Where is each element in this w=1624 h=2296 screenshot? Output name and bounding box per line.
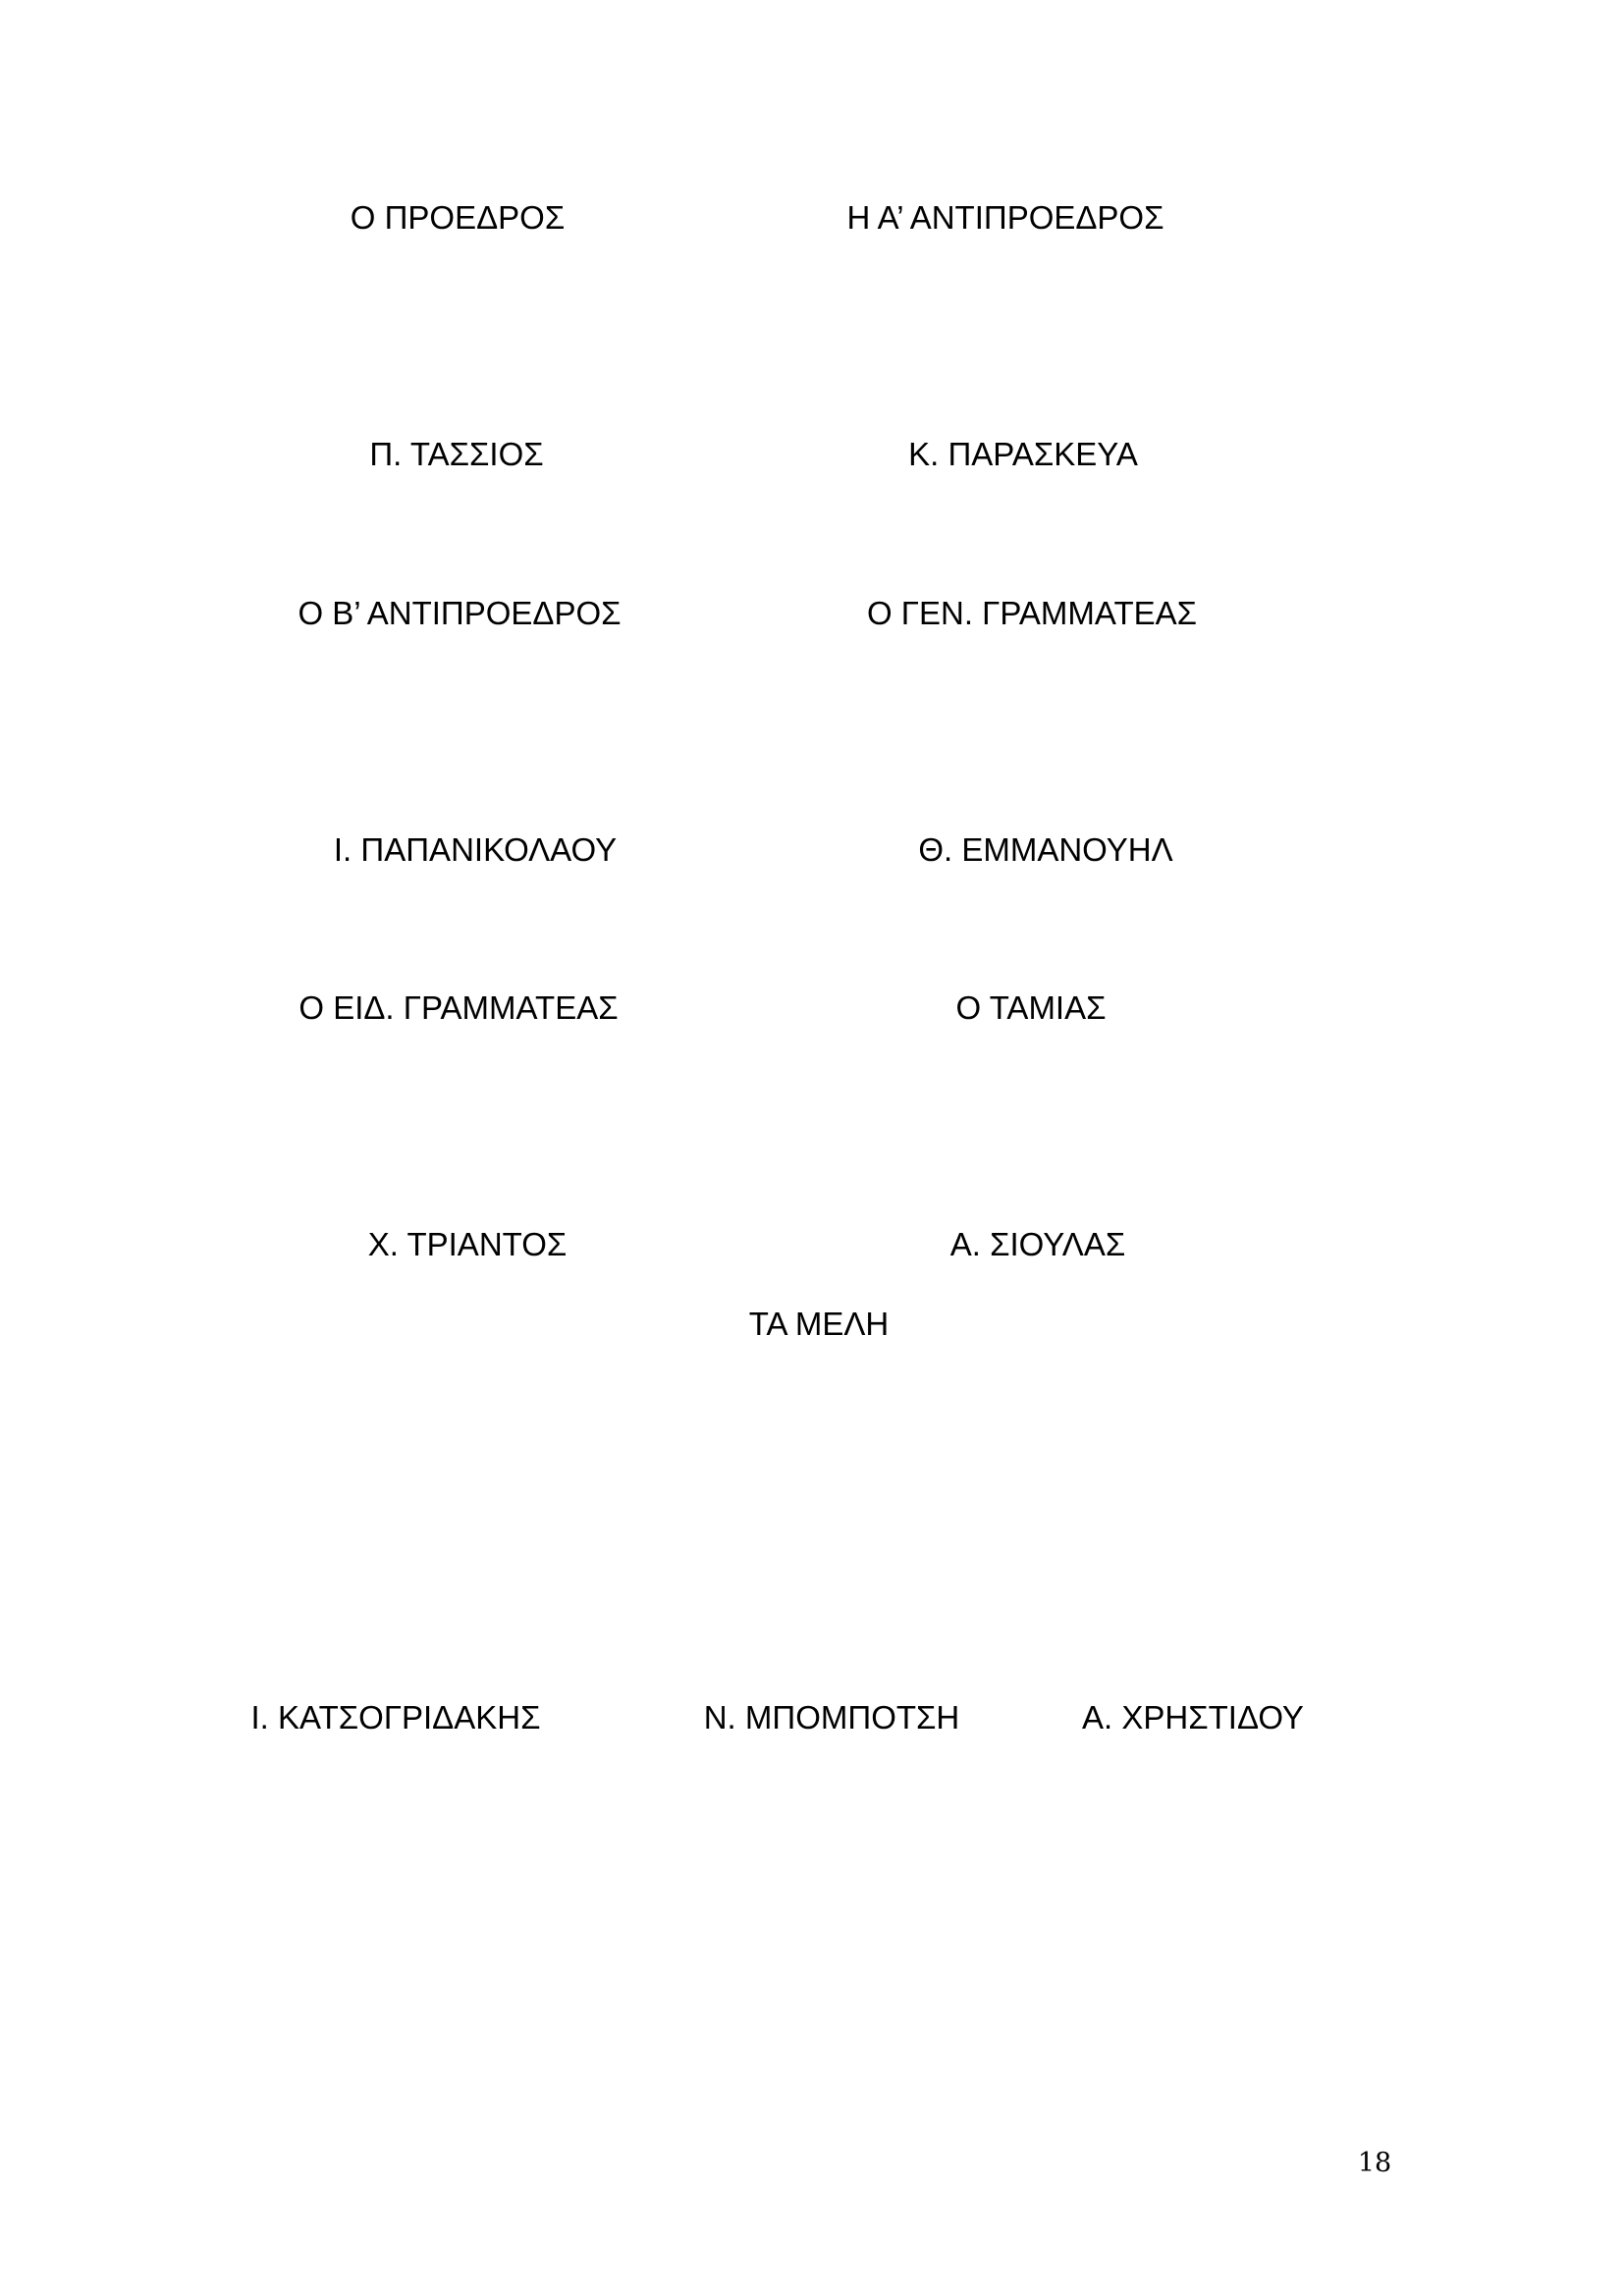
title-special-secretary: Ο ΕΙΔ. ΓΡΑΜΜΑΤΕΑΣ	[298, 989, 619, 1026]
name-a-vice-president: Κ. ΠΑΡΑΣΚΕΥΑ	[908, 436, 1138, 472]
title-general-secretary: Ο ΓΕΝ. ΓΡΑΜΜΑΤΕΑΣ	[866, 595, 1198, 631]
name-special-secretary: Χ. ΤΡΙΑΝΤΟΣ	[367, 1226, 568, 1262]
name-treasurer: Α. ΣΙΟΥΛΑΣ	[949, 1226, 1126, 1262]
page-number: 18	[1357, 2148, 1392, 2178]
title-treasurer: Ο ΤΑΜΙΑΣ	[955, 989, 1107, 1026]
title-a-vice-president: Η Α’ ΑΝΤΙΠΡΟΕΔΡΟΣ	[846, 199, 1164, 236]
name-president: Π. ΤΑΣΣΙΟΣ	[369, 436, 544, 472]
member-name: Ι. ΚΑΤΣΟΓΡΙΔΑΚΗΣ	[250, 1699, 541, 1735]
title-b-vice-president: Ο Β’ ΑΝΤΙΠΡΟΕΔΡΟΣ	[298, 595, 622, 631]
member-name: Α. ΧΡΗΣΤΙΔΟΥ	[1082, 1699, 1304, 1735]
name-general-secretary: Θ. ΕΜΜΑΝΟΥΗΛ	[918, 831, 1173, 868]
member-name: Ν. ΜΠΟΜΠΟΤΣΗ	[703, 1699, 960, 1735]
members-heading: ΤΑ ΜΕΛΗ	[748, 1306, 890, 1342]
name-b-vice-president: Ι. ΠΑΠΑΝΙΚΟΛΑΟΥ	[333, 831, 618, 868]
title-president: Ο ΠΡΟΕΔΡΟΣ	[350, 199, 566, 236]
